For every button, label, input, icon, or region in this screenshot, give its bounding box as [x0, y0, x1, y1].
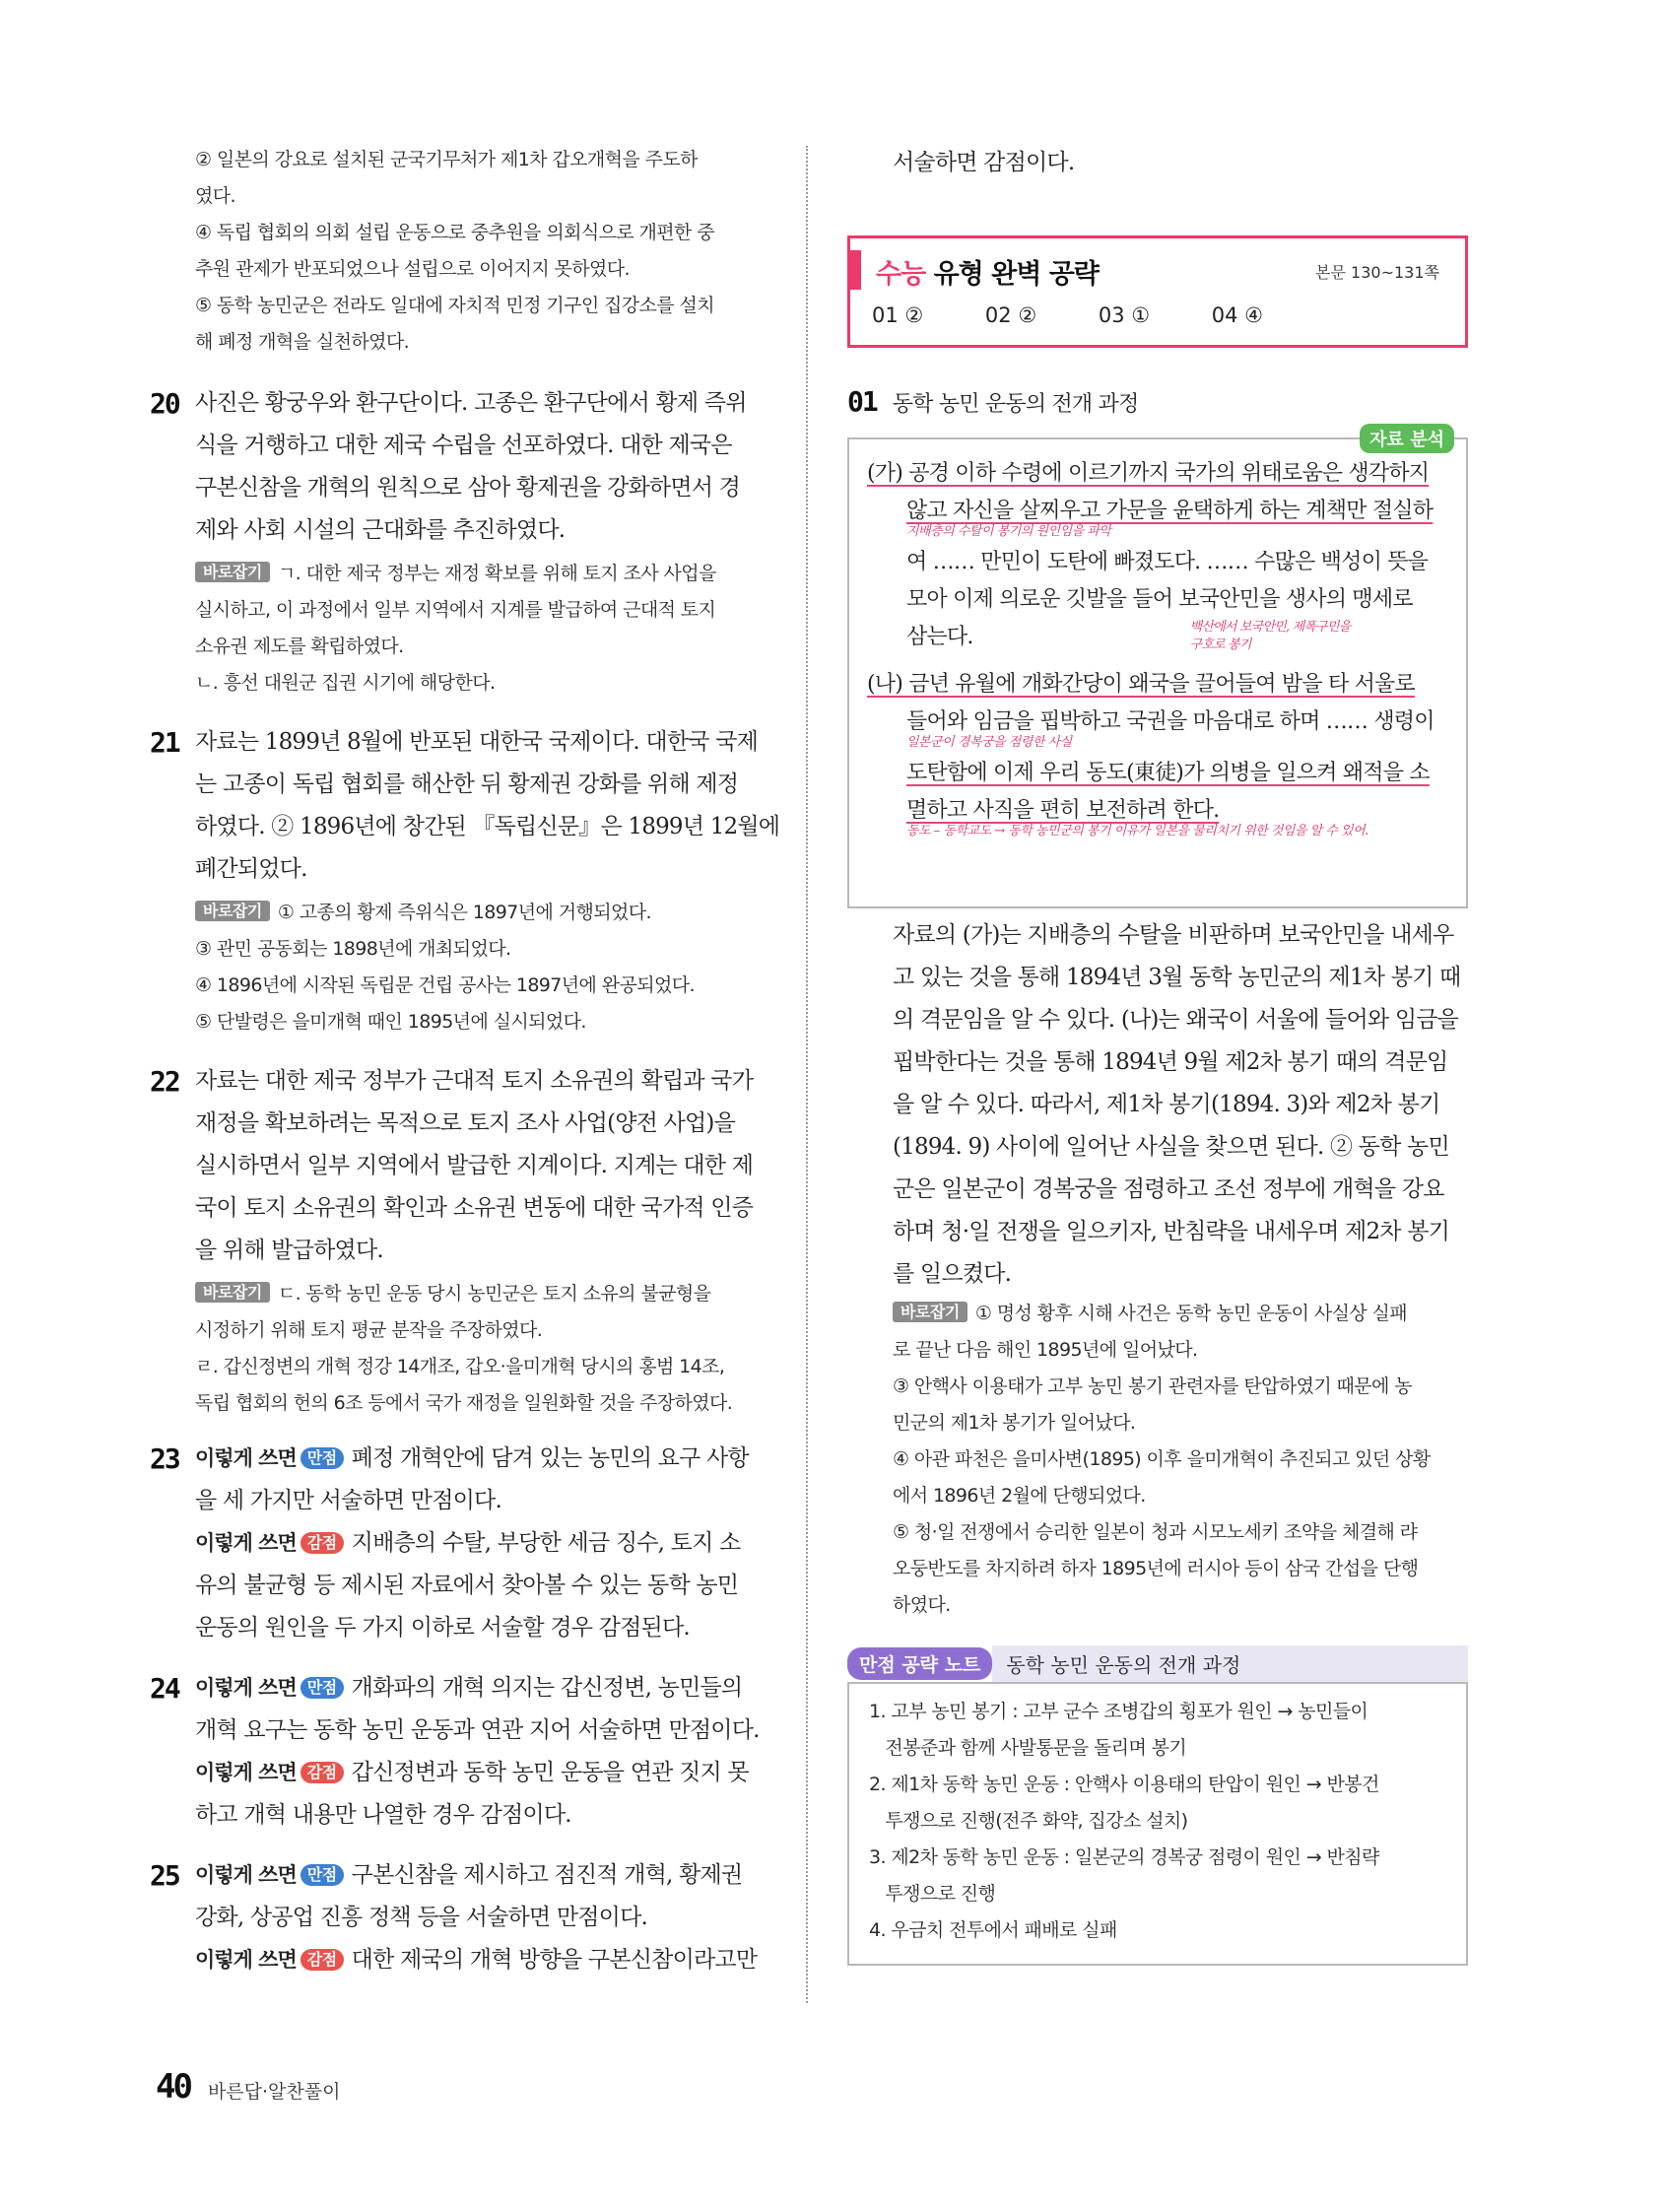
- answer-line: 식을 거행하고 대한 제국 수립을 선포하였다. 대한 제국은: [195, 433, 732, 458]
- scoring-keyword: 이렇게 쓰면: [195, 1676, 297, 1700]
- explanation-line: 고 있는 것을 통해 1894년 3월 동학 농민군의 제1차 봉기 때: [893, 965, 1461, 990]
- question-22: [150, 1060, 772, 1422]
- study-note-box: [847, 1682, 1468, 1966]
- answer-item: 01 ②: [872, 303, 924, 327]
- explanation-line: (1894. 9) 사이에 일어난 사실을 찾으면 된다. ② 동학 농민: [893, 1134, 1449, 1160]
- source-line: 여 …… 만민이 도탄에 빠졌도다. …… 수많은 백성이 뜻을: [906, 550, 1429, 574]
- answer-line: 갑신정변과 동학 농민 운동을 연관 짓지 못: [351, 1760, 749, 1785]
- explanation-line: 하며 청·일 전쟁을 일으키자, 반침략을 내세우며 제2차 봉기: [893, 1219, 1450, 1244]
- answer-list: [872, 303, 1318, 327]
- question-number: 20: [150, 387, 179, 420]
- answer-line: 구본신참을 개혁의 원칙으로 삼아 황제권을 강화하면서 경: [195, 475, 741, 501]
- page-number: 40: [156, 2067, 190, 2107]
- explanation-line: 핍박한다는 것을 통해 1894년 9월 제2차 봉기 때의 격문임: [893, 1049, 1448, 1075]
- annotation: 백산에서 보국안민, 제폭구민을 구호로 봉기: [1189, 620, 1351, 652]
- correction-line: 에서 1896년 2월에 단행되었다.: [893, 1485, 1146, 1507]
- study-note-title: 동학 농민 운동의 전개 과정: [992, 1645, 1468, 1682]
- note-item: 전봉준과 함께 사발통문을 돌리며 봉기: [869, 1737, 1187, 1759]
- section-number: 01: [847, 385, 877, 418]
- left-column: [150, 146, 780, 1981]
- source-line: 도탄함에 이제 우리 동도(東徒)가 의병을 일으켜 왜적을 소: [906, 761, 1430, 785]
- page-reference: 본문 130~131쪽: [1315, 263, 1439, 282]
- answer-line: 운동의 원인을 두 가지 이하로 서술할 경우 감점된다.: [195, 1615, 690, 1641]
- correction-line: 독립 협회의 헌의 6조 등에서 국가 재정을 일원화할 것을 주장하였다.: [195, 1392, 733, 1414]
- section-title: 동학 농민 운동의 전개 과정: [892, 392, 1139, 417]
- correction-line: 오둥반도를 차지하려 하자 1895년에 러시아 등이 삼국 간섭을 단행: [893, 1558, 1419, 1579]
- question-21: [150, 721, 780, 1040]
- scoring-keyword: 이렇게 쓰면: [195, 1948, 297, 1972]
- correction-line: ③ 관민 공동회는 1898년에 개최되었다.: [195, 938, 511, 960]
- correction-line: 소유권 제도를 확립하였다.: [195, 636, 404, 657]
- question-number: 23: [150, 1442, 179, 1475]
- source-line: 들어와 임금을 핍박하고 국권을 마음대로 하며 …… 생령이: [906, 709, 1434, 734]
- intro-line: 였다.: [195, 185, 235, 207]
- answer-line: 는 고종이 독립 협회를 해산한 뒤 황제권 강화를 위해 제정: [195, 771, 739, 797]
- full-score-tag: 만점: [300, 1447, 344, 1469]
- explanation-line: 를 일으켰다.: [893, 1261, 1012, 1287]
- box-accent: [847, 250, 861, 290]
- answer-item: 03 ①: [1098, 303, 1151, 327]
- question-number: 21: [150, 726, 179, 759]
- scoring-keyword: 이렇게 쓰면: [195, 1446, 297, 1470]
- correction-line: ㄹ. 갑신정변의 개혁 정강 14개조, 갑오·을미개혁 당시의 홍범 14조,: [195, 1356, 725, 1377]
- annotation: 일본군이 경복궁을 점령한 사실: [906, 735, 1072, 750]
- answer-line: 강화, 상공업 진흥 정책 등을 서술하면 만점이다.: [195, 1905, 648, 1930]
- correction-line: 로 끝난 다음 해인 1895년에 일어났다.: [893, 1339, 1198, 1361]
- explanation-line: 을 알 수 있다. 따라서, 제1차 봉기(1894. 3)와 제2차 봉기: [893, 1092, 1440, 1117]
- source-line: 멸하고 사직을 편히 보전하려 한다.: [906, 798, 1220, 823]
- continued-line: 서술하면 감점이다.: [893, 150, 1075, 175]
- book-title: 바른답·알찬풀이: [207, 2081, 341, 2103]
- answer-line: 을 위해 발급하였다.: [195, 1238, 383, 1263]
- intro-corrections: [150, 142, 772, 361]
- answer-line: 자료는 1899년 8월에 반포된 대한국 국제이다. 대한국 국제: [195, 729, 759, 755]
- source-line: 모아 이제 의로운 깃발을 들어 보국안민을 생사의 맹세로: [906, 587, 1413, 612]
- full-score-tag: 만점: [300, 1864, 344, 1886]
- correction-badge: 바로잡기: [893, 1302, 967, 1322]
- annotation: 지배층의 수탈이 봉기의 원인임을 파악: [906, 524, 1111, 539]
- answer-line: 제와 사회 시설의 근대화를 추진하였다.: [195, 517, 566, 543]
- intro-line: ⑤ 동학 농민군은 전라도 일대에 자치적 민정 기구인 집강소를 설치: [195, 295, 714, 316]
- note-item: 4. 우금치 전투에서 패배로 실패: [869, 1919, 1117, 1941]
- study-note-header: [847, 1645, 1468, 1682]
- correction-line: 시정하기 위해 토지 평균 분작을 주장하였다.: [195, 1319, 543, 1341]
- source-line: 않고 자신을 살찌우고 가문을 윤택하게 하는 계책만 절실하: [906, 499, 1434, 523]
- column-divider: [806, 146, 808, 2003]
- deduction-tag: 감점: [300, 1762, 344, 1783]
- question-20: [150, 382, 772, 702]
- answer-line: 자료는 대한 제국 정부가 근대적 토지 소유권의 확립과 국가: [195, 1068, 754, 1094]
- page-footer: [156, 2067, 340, 2107]
- answer-line: 사진은 황궁우와 환구단이다. 고종은 환구단에서 황제 즉위: [195, 390, 747, 416]
- answer-line: 대한 제국의 개혁 방향을 구본신참이라고만: [351, 1947, 758, 1973]
- source-analysis-box: [847, 430, 1468, 908]
- explanation-line: 의 격문임을 알 수 있다. (나)는 왜국이 서울에 들어와 임금을: [893, 1007, 1459, 1033]
- note-item: 2. 제1차 동학 농민 운동 : 안핵사 이용태의 탄압이 원인 → 반봉건: [869, 1774, 1379, 1795]
- answer-line: 폐정 개혁안에 담겨 있는 농민의 요구 사항: [351, 1445, 749, 1471]
- correction-line: ④ 1896년에 시작된 독립문 건립 공사는 1897년에 완공되었다.: [195, 974, 695, 996]
- deduction-tag: 감점: [300, 1949, 344, 1971]
- correction-line: ① 명성 황후 시해 사건은 동학 농민 운동이 사실상 실패: [974, 1303, 1408, 1324]
- full-score-tag: 만점: [300, 1677, 344, 1699]
- intro-line: ④ 독립 협회의 의회 설립 운동으로 중추원을 의회식으로 개편한 중: [195, 222, 714, 243]
- note-item: 1. 고부 농민 봉기 : 고부 군수 조병갑의 횡포가 원인 → 농민들이: [869, 1701, 1368, 1722]
- answer-key-box: [847, 235, 1468, 348]
- scoring-keyword: 이렇게 쓰면: [195, 1531, 297, 1555]
- scoring-keyword: 이렇게 쓰면: [195, 1863, 297, 1887]
- correction-line: ㄴ. 흥선 대원군 집권 시기에 해당한다.: [195, 672, 496, 694]
- correction-line: 하였다.: [893, 1594, 951, 1616]
- note-item: 투쟁으로 진행(전주 화약, 집강소 설치): [869, 1810, 1188, 1832]
- question-number: 22: [150, 1065, 179, 1098]
- answer-line: 국이 토지 소유권의 확인과 소유권 변동에 대한 국가적 인증: [195, 1195, 754, 1221]
- intro-line: 추원 관제가 반포되었으나 설립으로 이어지지 못하였다.: [195, 258, 630, 280]
- source-line: (가) 공경 이하 수령에 이르기까지 국가의 위태로움은 생각하지: [867, 461, 1430, 486]
- explanation-line: 자료의 (가)는 지배층의 수탈을 비판하며 보국안민을 내세우: [893, 922, 1454, 948]
- correction-line: ㄱ. 대한 제국 정부는 재정 확보를 위해 토지 조사 사업을: [277, 563, 716, 584]
- answer-line: 하고 개혁 내용만 나열한 경우 감점이다.: [195, 1802, 571, 1828]
- answer-line: 개화파의 개혁 의지는 갑신정변, 농민들의: [351, 1675, 743, 1701]
- answer-line: 하였다. ② 1896년에 창간된 『독립신문』은 1899년 12월에: [195, 814, 780, 839]
- right-column: [847, 146, 1468, 1966]
- section-01-heading: [847, 385, 1468, 418]
- intro-line: ② 일본의 강요로 설치된 군국기무처가 제1차 갑오개혁을 주도하: [195, 149, 698, 170]
- answer-line: 유의 불균형 등 제시된 자료에서 찾아볼 수 있는 동학 농민: [195, 1573, 739, 1598]
- correction-badge: 바로잡기: [195, 562, 270, 582]
- intro-line: 해 폐정 개혁을 실천하였다.: [195, 331, 410, 353]
- scoring-keyword: 이렇게 쓰면: [195, 1761, 297, 1784]
- correction-badge: 바로잡기: [195, 1282, 270, 1303]
- correction-line: ③ 안핵사 이용태가 고부 농민 봉기 관련자를 탄압하였기 때문에 농: [893, 1375, 1412, 1397]
- question-25: [150, 1854, 772, 1981]
- question-23: [150, 1438, 772, 1649]
- study-note-tag: 만점 공략 노트: [847, 1647, 992, 1680]
- correction-line: ⑤ 단발령은 을미개혁 때인 1895년에 실시되었다.: [195, 1011, 586, 1033]
- source-analysis-tag: 자료 분석: [1360, 424, 1454, 453]
- answer-key-title: 수능 유형 완벽 공략: [876, 259, 1099, 290]
- explanation-line: 군은 일본군이 경복궁을 점령하고 조선 정부에 개혁을 강요: [893, 1176, 1444, 1202]
- answer-line: 개혁 요구는 동학 농민 운동과 연관 지어 서술하면 만점이다.: [195, 1717, 760, 1743]
- correction-line: 민군의 제1차 봉기가 일어났다.: [893, 1412, 1136, 1434]
- answer-line: 재정을 확보하려는 목적으로 토지 조사 사업(양전 사업)을: [195, 1110, 736, 1136]
- deduction-tag: 감점: [300, 1532, 344, 1554]
- question-24: [150, 1667, 772, 1837]
- answer-line: 실시하면서 일부 지역에서 발급한 지계이다. 지계는 대한 제: [195, 1153, 754, 1178]
- correction-line: ⑤ 청·일 전쟁에서 승리한 일본이 청과 시모노세키 조약을 체결해 랴: [893, 1521, 1418, 1543]
- source-line: (나) 금년 유월에 개화간당이 왜국을 끌어들여 밤을 타 서울로: [867, 672, 1415, 697]
- correction-line: ④ 아관 파천은 을미사변(1895) 이후 을미개혁이 추진되고 있던 상황: [893, 1448, 1431, 1470]
- correction-badge: 바로잡기: [195, 901, 270, 921]
- answer-item: 02 ②: [984, 303, 1037, 327]
- note-item: 투쟁으로 진행: [869, 1883, 996, 1905]
- answer-line: 구본신참을 제시하고 점진적 개혁, 황제권: [351, 1862, 743, 1888]
- correction-line: 실시하고, 이 과정에서 일부 지역에서 지계를 발급하여 근대적 토지: [195, 599, 716, 621]
- correction-line: ① 고종의 황제 즉위식은 1897년에 거행되었다.: [277, 902, 651, 923]
- answer-line: 지배층의 수탈, 부당한 세금 징수, 토지 소: [351, 1530, 741, 1556]
- source-line: 삼는다.: [906, 625, 973, 649]
- answer-line: 폐간되었다.: [195, 856, 307, 882]
- annotation: 동도 – 동학교도 → 동학 농민군의 봉기 이유가 일본을 물리치기 위한 것임을 알 수 있어.: [906, 824, 1368, 838]
- answer-line: 을 세 가지만 서술하면 만점이다.: [195, 1488, 501, 1513]
- question-number: 25: [150, 1859, 179, 1892]
- note-item: 3. 제2차 동학 농민 운동 : 일본군의 경복궁 점령이 원인 → 반침략: [869, 1846, 1379, 1868]
- question-number: 24: [150, 1672, 179, 1705]
- answer-item: 04 ④: [1211, 303, 1263, 327]
- correction-line: ㄷ. 동학 농민 운동 당시 농민군은 토지 소유의 불균형을: [277, 1283, 711, 1305]
